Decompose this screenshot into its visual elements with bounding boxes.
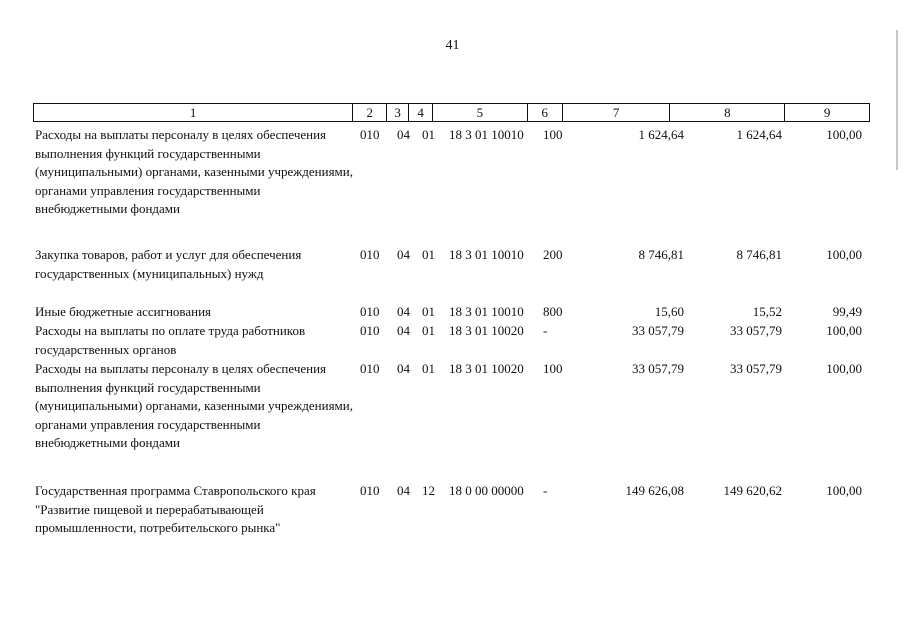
row-code-5: 18 0 00 00000 (449, 483, 524, 498)
row-value-8: 33 057,79 (730, 323, 782, 338)
row-value-9: 100,00 (826, 361, 862, 376)
row-name: Закупка товаров, работ и услуг для обеспечения государственных (муниципальных) нужд (35, 247, 302, 281)
row-name: Расходы на выплаты по оплате труда работников государственных органов (35, 323, 306, 357)
row-code-2: 010 (360, 247, 380, 262)
row-code-4: 01 (422, 323, 435, 338)
row-value-7: 149 626,08 (625, 483, 684, 498)
row-code-4: 01 (422, 361, 435, 376)
row-code-4: 12 (422, 483, 435, 498)
row-code-3: 04 (397, 361, 410, 376)
row-name: Расходы на выплаты персоналу в целях обеспечения выполнения функций государственными (муниципальными) органами, казенными учреждениями, органами управления государственными внебюджетными фондами (35, 127, 353, 216)
row-code-3: 04 (397, 247, 410, 262)
row-code-5: 18 3 01 10010 (449, 247, 524, 262)
row-code-5: 18 3 01 10010 (449, 304, 524, 319)
row-code-6: 100 (543, 361, 563, 376)
header-col-2: 2 (353, 104, 387, 121)
row-code-4: 01 (422, 304, 435, 319)
row-code-6: - (543, 323, 548, 338)
row-code-5: 18 3 01 10020 (449, 361, 524, 376)
row-code-2: 010 (360, 483, 380, 498)
row-code-2: 010 (360, 304, 380, 319)
row-value-8: 15,52 (752, 304, 782, 319)
row-code-2: 010 (360, 361, 380, 376)
header-col-1: 1 (34, 104, 353, 121)
row-value-9: 100,00 (826, 247, 862, 262)
row-code-6: 800 (543, 304, 563, 319)
row-value-8: 149 620,62 (723, 483, 782, 498)
row-code-5: 18 3 01 10010 (449, 127, 524, 142)
row-value-8: 1 624,64 (736, 127, 782, 142)
header-col-5: 5 (433, 104, 528, 121)
table-header-row (33, 103, 870, 122)
row-value-9: 99,49 (832, 304, 862, 319)
row-value-7: 33 057,79 (632, 323, 684, 338)
row-code-6: - (543, 483, 548, 498)
row-value-8: 8 746,81 (736, 247, 782, 262)
row-name: Расходы на выплаты персоналу в целях обеспечения выполнения функций государственными (муниципальными) органами, казенными учреждениями, органами управления государственными внебюджетными фондами (35, 361, 353, 450)
row-value-7: 1 624,64 (638, 127, 684, 142)
row-value-7: 33 057,79 (632, 361, 684, 376)
header-col-9: 9 (823, 105, 831, 120)
row-code-3: 04 (397, 127, 410, 142)
row-code-6: 200 (543, 247, 563, 262)
row-code-4: 01 (422, 127, 435, 142)
row-code-3: 04 (397, 323, 410, 338)
header-col-8: 8 (670, 104, 785, 121)
row-name: Иные бюджетные ассигнования (35, 304, 212, 319)
row-value-9: 100,00 (826, 127, 862, 142)
header-col-3: 3 (387, 104, 409, 121)
row-value-9: 100,00 (826, 323, 862, 338)
row-value-7: 8 746,81 (638, 247, 684, 262)
row-code-4: 01 (422, 247, 435, 262)
row-value-8: 33 057,79 (730, 361, 782, 376)
row-name: Государственная программа Ставропольского края "Развитие пищевой и перерабатывающей промышленности, потребительского рынка" (35, 483, 316, 535)
row-code-5: 18 3 01 10020 (449, 323, 524, 338)
scan-edge-mark (896, 30, 898, 170)
row-code-3: 04 (397, 483, 410, 498)
row-code-2: 010 (360, 323, 380, 338)
header-col-6: 6 (528, 104, 563, 121)
row-value-7: 15,60 (654, 304, 684, 319)
page-number: 41 (445, 38, 460, 53)
row-value-9: 100,00 (826, 483, 862, 498)
header-col-7: 7 (563, 104, 671, 121)
row-code-6: 100 (543, 127, 563, 142)
row-code-3: 04 (397, 304, 410, 319)
header-col-4: 4 (409, 104, 433, 121)
row-code-2: 010 (360, 127, 380, 142)
